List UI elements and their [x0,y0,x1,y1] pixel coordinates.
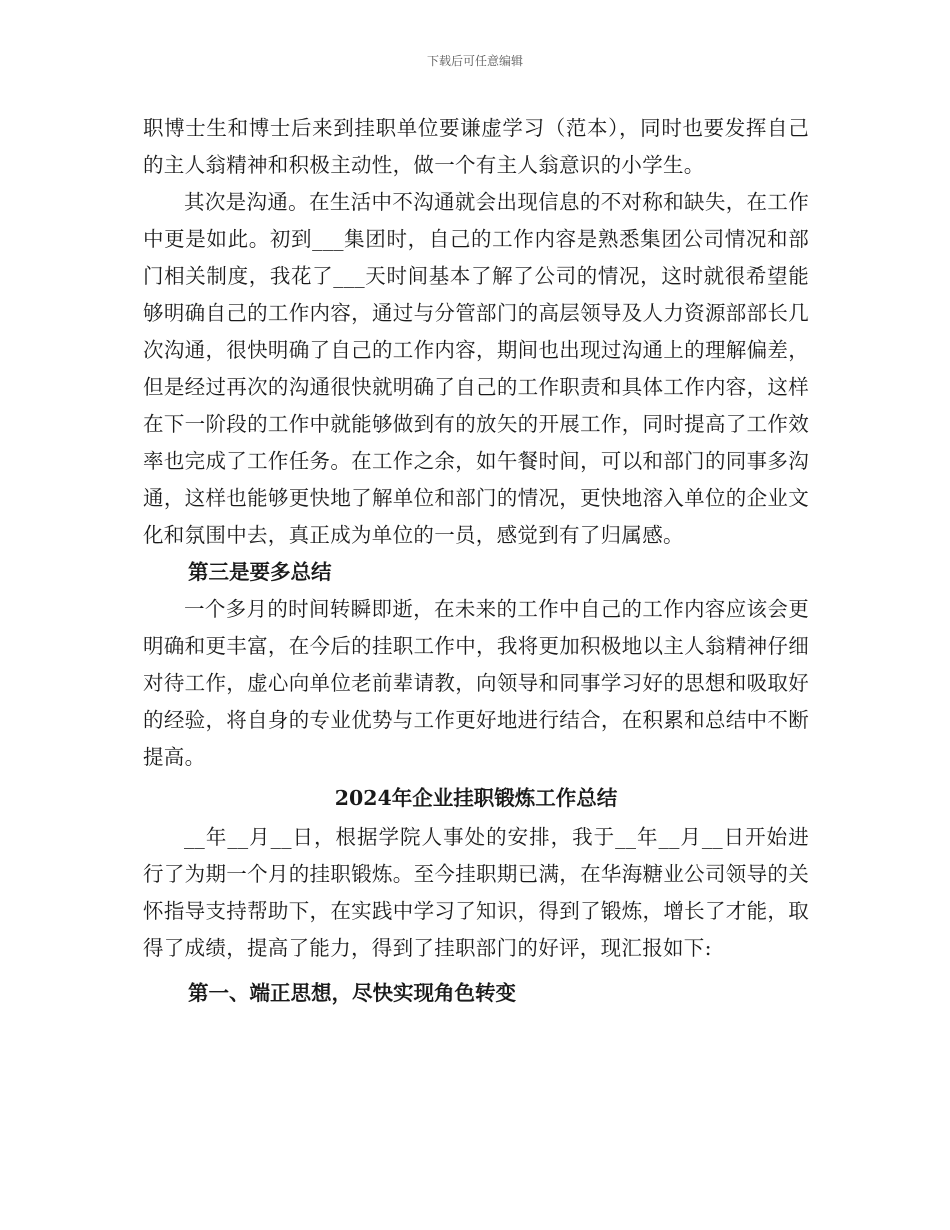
paragraph-communication: 其次是沟通。在生活中不沟通就会出现信息的不对称和缺失，在工作中更是如此。初到___集团时，自己的工作内容是熟悉集团公司情况和部门相关制度，我花了___天时间基本了解了公司的情况，这时就很希望能够明确自己的工作内容，通过与分管部门的高层领导及人力资源部部长几次沟通，很快明确了自己的工作内容，期间也出现过沟通上的理解偏差，但是经过再次的沟通很快就明确了自己的工作职责和具体工作内容，这样在下一阶段的工作中就能够做到有的放矢的开展工作，同时提高了工作效率也完成了工作任务。在工作之余，如午餐时间，可以和部门的同事多沟通，这样也能够更快地了解单位和部门的情况，更快地溶入单位的企业文化和氛围中去，真正成为单位的一员，感觉到有了归属感。 [143,190,809,547]
document-body [143,110,809,1033]
section-heading-first: 第一、端正思想，尽快实现角色转变 [188,981,516,1005]
paragraph-continuation: 职博士生和博士后来到挂职单位要谦虚学习（范本），同时也要发挥自己的主人翁精神和积极主动性，做一个有主人翁意识的小学生。 [143,116,809,177]
page-header-caption: 下载后可任意编辑 [426,54,523,68]
document-title: 2024年企业挂职锻炼工作总结 [334,786,618,810]
paragraph-intro: __年__月__日，根据学院人事处的安排，我于__年__月__日开始进行了为期一个月的挂职锻炼。至今挂职期已满，在华海糖业公司领导的关怀指导支持帮助下，在实践中学习了知识，得到了锻炼，增长了才能，取得了成绩，提高了能力，得到了挂职部门的好评，现汇报如下: [143,825,809,960]
section-heading-summary: 第三是要多总结 [188,560,332,584]
paragraph-summary: 一个多月的时间转瞬即逝，在未来的工作中自己的工作内容应该会更明确和更丰富，在今后的挂职工作中，我将更加积极地以主人翁精神仔细对待工作，虚心向单位老前辈请教，向领导和同事学习好的思想和吸取好的经验，将自身的专业优势与工作更好地进行结合，在积累和总结中不断提高。 [143,597,809,769]
